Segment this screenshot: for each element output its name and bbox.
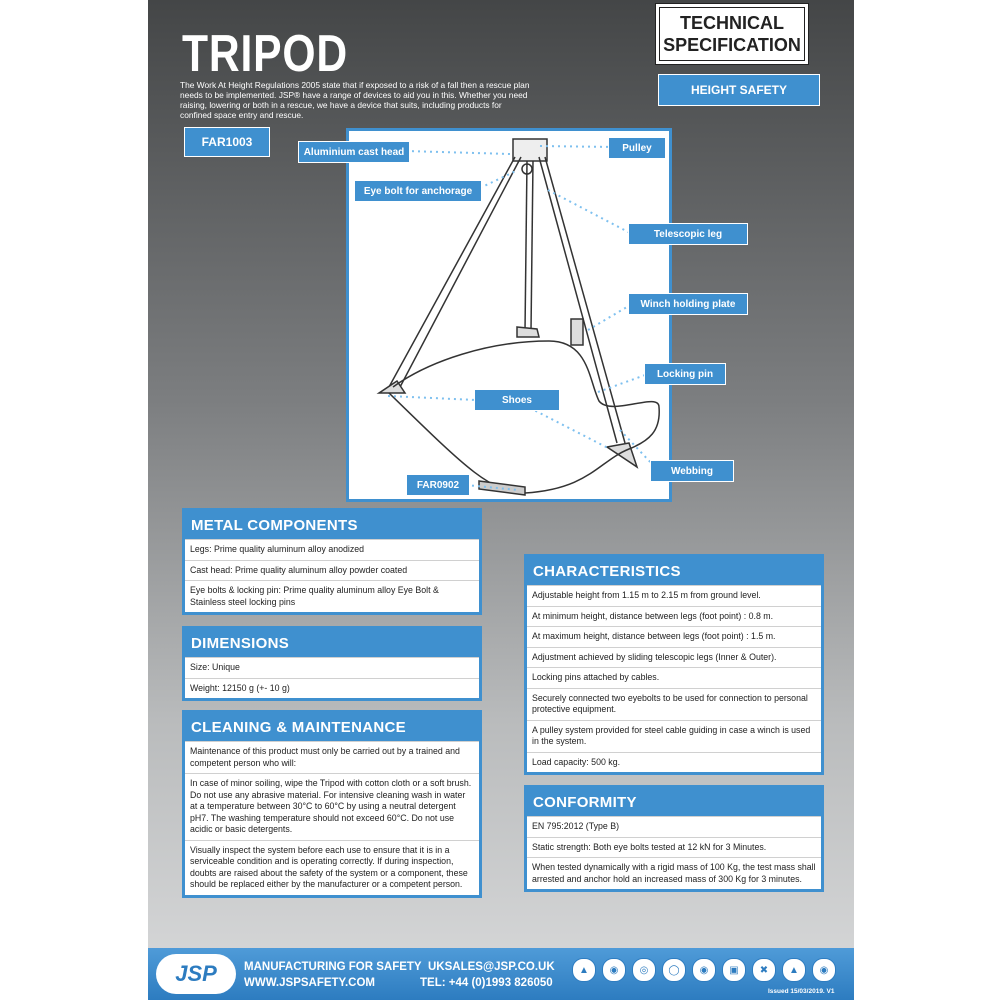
dimensions-section bbox=[182, 626, 482, 701]
label-eye-bolt: Eye bolt for anchorage bbox=[354, 180, 482, 202]
characteristics-section bbox=[524, 554, 824, 775]
dimensions-row: Weight: 12150 g (+- 10 g) bbox=[185, 678, 479, 699]
jsp-logo: JSP bbox=[156, 954, 236, 994]
cleaning-row: Visually inspect the system before each use to ensure that it is in a serviceable condition and is operating correctly. If during inspection, doubts are raised about the safety of the system or a component, these should be replaced either by the manufacturer or a competent person. bbox=[185, 840, 479, 895]
cleaning-row: In case of minor soiling, wipe the Tripod with cotton cloth or a soft brush. Do not use any abrasive material. For intensive cleaning wash in water at a temperature between 30°C to 60°C by using a neutral detergent pH7. The washing temperature should not exceed 60°C. Do not use acidic or basic detergents. bbox=[185, 773, 479, 840]
cleaning-row: Maintenance of this product must only be carried out by a trained and competent person who will: bbox=[185, 741, 479, 773]
intro-text: The Work At Height Regulations 2005 state that if exposed to a risk of a fall then a rescue plan needs to be implemented. JSP® have a range of devices to aid you in this. Whether you need raising, lowering or both in a rescue, we have a device that suits, including products for confined space entry and rescue. bbox=[180, 80, 530, 120]
label-locking-pin: Locking pin bbox=[644, 363, 726, 385]
conformity-title: CONFORMITY bbox=[527, 788, 821, 816]
leader-lines bbox=[148, 0, 854, 520]
goggles-icon: ◉ bbox=[602, 958, 626, 982]
footer-phone: TEL: +44 (0)1993 826050 bbox=[420, 977, 553, 989]
label-far0902: FAR0902 bbox=[406, 474, 470, 496]
issue-date: Issued 15/03/2019. V1 bbox=[768, 988, 835, 995]
ppe-pictograms bbox=[572, 958, 836, 982]
techspec-line2: SPECIFICATION bbox=[663, 35, 801, 55]
dimensions-title: DIMENSIONS bbox=[185, 629, 479, 657]
helmet-icon: ▲ bbox=[572, 958, 596, 982]
label-telescopic-leg: Telescopic leg bbox=[628, 223, 748, 245]
dimensions-row: Size: Unique bbox=[185, 657, 479, 678]
techspec-line1: TECHNICAL bbox=[679, 13, 784, 33]
characteristics-row: Adjustment achieved by sliding telescopic legs (Inner & Outer). bbox=[527, 647, 821, 668]
conformity-section bbox=[524, 785, 824, 892]
cleaning-section bbox=[182, 710, 482, 898]
characteristics-row: Locking pins attached by cables. bbox=[527, 667, 821, 688]
characteristics-row: Adjustable height from 1.15 m to 2.15 m from ground level. bbox=[527, 585, 821, 606]
ear-defender-icon: ◎ bbox=[632, 958, 656, 982]
mask-icon: ◯ bbox=[662, 958, 686, 982]
footer-bar bbox=[148, 948, 854, 1000]
label-shoes: Shoes bbox=[474, 389, 560, 411]
label-winch-plate: Winch holding plate bbox=[628, 293, 748, 315]
page-title: TRIPOD bbox=[182, 25, 349, 83]
metal-row: Legs: Prime quality aluminum alloy anodized bbox=[185, 539, 479, 560]
metal-components-section bbox=[182, 508, 482, 615]
conformity-row: Static strength: Both eye bolts tested at 12 kN for 3 Minutes. bbox=[527, 837, 821, 858]
footer-website-link[interactable]: WWW.JSPSAFETY.COM bbox=[244, 977, 375, 989]
characteristics-title: CHARACTERISTICS bbox=[527, 557, 821, 585]
label-pulley: Pulley bbox=[608, 137, 666, 159]
label-cast-head: Aluminium cast head bbox=[298, 141, 410, 163]
spec-sheet bbox=[148, 0, 854, 1000]
metal-row: Cast head: Prime quality aluminum alloy powder coated bbox=[185, 560, 479, 581]
cleaning-title: CLEANING & MAINTENANCE bbox=[185, 713, 479, 741]
characteristics-row: A pulley system provided for steel cable guiding in case a winch is used in the system. bbox=[527, 720, 821, 752]
conformity-row: When tested dynamically with a rigid mass of 100 Kg, the test mass shall arrested and anchor hold an increased mass of 300 Kg for 3 minutes. bbox=[527, 857, 821, 889]
metal-components-title: METAL COMPONENTS bbox=[185, 511, 479, 539]
hi-vis-icon: ▣ bbox=[722, 958, 746, 982]
boot-icon: ▲ bbox=[782, 958, 806, 982]
glove-icon: ◉ bbox=[812, 958, 836, 982]
footer-tagline: MANUFACTURING FOR SAFETY bbox=[244, 961, 422, 973]
characteristics-row: Securely connected two eyebolts to be used for connection to personal protective equipment. bbox=[527, 688, 821, 720]
respirator-icon: ◉ bbox=[692, 958, 716, 982]
characteristics-row: Load capacity: 500 kg. bbox=[527, 752, 821, 773]
label-webbing: Webbing bbox=[650, 460, 734, 482]
characteristics-row: At minimum height, distance between legs (foot point) : 0.8 m. bbox=[527, 606, 821, 627]
harness-icon: ✖ bbox=[752, 958, 776, 982]
characteristics-row: At maximum height, distance between legs (foot point) : 1.5 m. bbox=[527, 626, 821, 647]
footer-email-link[interactable]: UKSALES@JSP.CO.UK bbox=[428, 961, 555, 973]
category-badge: HEIGHT SAFETY bbox=[658, 74, 820, 106]
conformity-row: EN 795:2012 (Type B) bbox=[527, 816, 821, 837]
product-code-badge: FAR1003 bbox=[184, 127, 270, 157]
metal-row: Eye bolts & locking pin: Prime quality aluminum alloy Eye Bolt & Stainless steel locking pins bbox=[185, 580, 479, 612]
